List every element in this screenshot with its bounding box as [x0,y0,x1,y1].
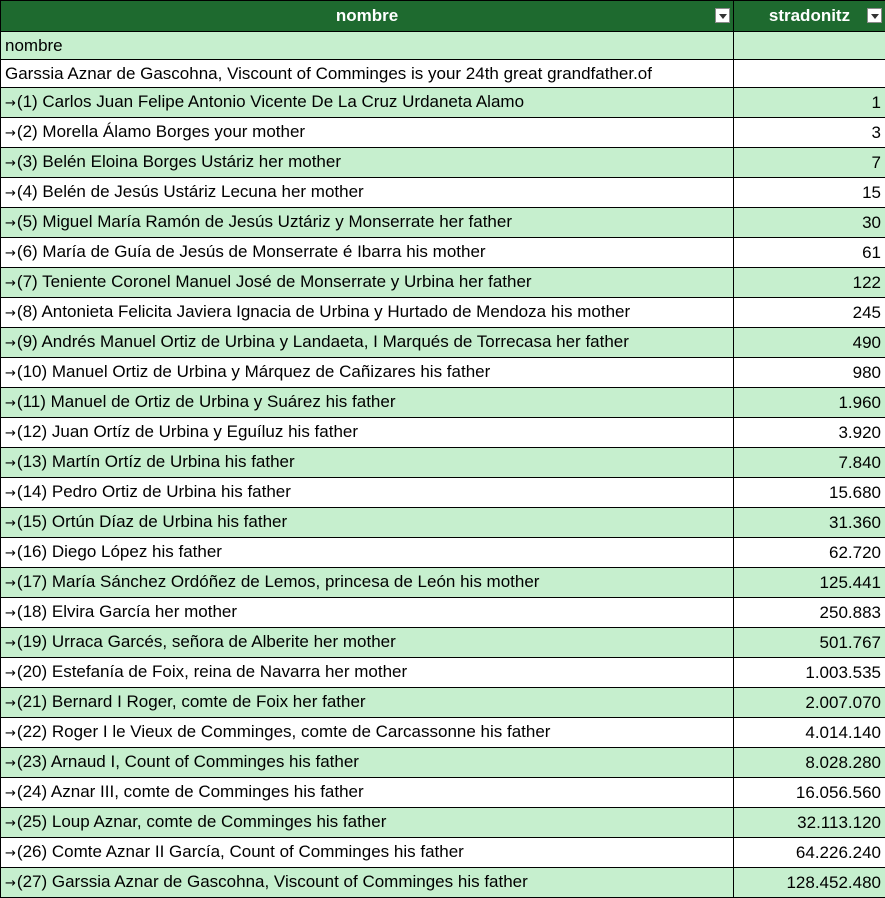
cell-stradonitz[interactable]: 250.883 [734,598,885,628]
cell-nombre-text: (9) Andrés Manuel Ortiz de Urbina y Landaeta, I Marqués de Torrecasa her father [17,332,629,351]
cell-nombre[interactable] [1,448,734,478]
cell-nombre[interactable] [1,568,734,598]
cell-nombre-text: (7) Teniente Coronel Manuel José de Monserrate y Urbina her father [17,272,532,291]
cell-nombre[interactable] [1,238,734,268]
arrow-right-icon: → [5,336,16,351]
arrow-right-icon: → [5,246,16,261]
cell-nombre[interactable] [1,718,734,748]
table-row [1,598,885,628]
cell-nombre-text: (12) Juan Ortíz de Urbina y Eguíluz his father [17,422,358,441]
cell-stradonitz[interactable]: 15 [734,178,885,208]
cell-stradonitz[interactable]: 128.452.480 [734,868,885,898]
column-header-label: nombre [336,6,398,25]
filter-dropdown-icon[interactable] [715,8,730,23]
arrow-right-icon: → [5,636,16,651]
cell-stradonitz[interactable]: 125.441 [734,568,885,598]
table-row [1,88,885,118]
cell-nombre-text: (18) Elvira García her mother [17,602,237,621]
table-row [1,628,885,658]
cell-stradonitz[interactable]: 8.028.280 [734,748,885,778]
arrow-right-icon: → [5,396,16,411]
cell-nombre[interactable] [1,778,734,808]
cell-nombre-text: (4) Belén de Jesús Ustáriz Lecuna her mother [17,182,364,201]
filter-dropdown-icon[interactable] [867,8,882,23]
arrow-right-icon: → [5,456,16,471]
cell-nombre[interactable] [1,32,734,60]
cell-stradonitz[interactable]: 3 [734,118,885,148]
table-row [1,148,885,178]
cell-nombre[interactable] [1,148,734,178]
cell-nombre[interactable] [1,868,734,898]
cell-stradonitz[interactable]: 31.360 [734,508,885,538]
table-row [1,268,885,298]
arrow-right-icon: → [5,366,16,381]
cell-nombre[interactable] [1,508,734,538]
cell-nombre[interactable] [1,388,734,418]
arrow-right-icon: → [5,696,16,711]
arrow-right-icon: → [5,186,16,201]
arrow-right-icon: → [5,216,16,231]
arrow-right-icon: → [5,876,16,891]
cell-nombre-text: (2) Morella Álamo Borges your mother [17,122,305,141]
table-row [1,808,885,838]
arrow-right-icon: → [5,786,16,801]
cell-stradonitz[interactable]: 4.014.140 [734,718,885,748]
table-row [1,688,885,718]
cell-nombre[interactable] [1,208,734,238]
cell-nombre-text: (25) Loup Aznar, comte de Comminges his father [17,812,386,831]
cell-stradonitz[interactable]: 980 [734,358,885,388]
cell-nombre-text: (22) Roger I le Vieux de Comminges, comte de Carcassonne his father [17,722,551,741]
column-header-nombre[interactable] [1,1,734,32]
cell-stradonitz[interactable]: 1.003.535 [734,658,885,688]
cell-nombre[interactable] [1,478,734,508]
cell-nombre[interactable] [1,268,734,298]
arrow-right-icon: → [5,306,16,321]
arrow-right-icon: → [5,546,16,561]
table-row [1,118,885,148]
cell-stradonitz[interactable] [734,60,885,88]
cell-stradonitz[interactable]: 64.226.240 [734,838,885,868]
arrow-right-icon: → [5,516,16,531]
table-row [1,478,885,508]
cell-nombre-text: (24) Aznar III, comte de Comminges his father [17,782,364,801]
cell-nombre[interactable] [1,748,734,778]
cell-stradonitz[interactable]: 501.767 [734,628,885,658]
table-row [1,718,885,748]
cell-stradonitz[interactable]: 3.920 [734,418,885,448]
cell-stradonitz[interactable]: 16.056.560 [734,778,885,808]
cell-nombre-text: (8) Antonieta Felicita Javiera Ignacia de Urbina y Hurtado de Mendoza his mother [17,302,630,321]
table-row [1,748,885,778]
cell-nombre[interactable] [1,658,734,688]
cell-stradonitz[interactable]: 245 [734,298,885,328]
column-header-label: stradonitz [769,6,850,25]
cell-nombre[interactable] [1,118,734,148]
cell-nombre-text: (20) Estefanía de Foix, reina de Navarra her mother [17,662,407,681]
arrow-right-icon: → [5,156,16,171]
table-row [1,658,885,688]
cell-nombre-text: (23) Arnaud I, Count of Comminges his father [17,752,359,771]
table-row [1,868,885,898]
cell-stradonitz[interactable]: 7.840 [734,448,885,478]
arrow-right-icon: → [5,486,16,501]
cell-nombre[interactable] [1,688,734,718]
cell-nombre-text: nombre [5,36,63,55]
arrow-right-icon: → [5,276,16,291]
table-row [1,60,885,88]
cell-stradonitz[interactable]: 1.960 [734,388,885,418]
arrow-right-icon: → [5,426,16,441]
cell-nombre[interactable] [1,418,734,448]
cell-stradonitz[interactable] [734,32,885,60]
cell-nombre-text: (27) Garssia Aznar de Gascohna, Viscount of Comminges his father [17,872,528,891]
cell-nombre[interactable] [1,838,734,868]
cell-nombre-text: (17) María Sánchez Ordóñez de Lemos, princesa de León his mother [17,572,540,591]
table-row [1,418,885,448]
cell-nombre[interactable] [1,538,734,568]
cell-nombre-text: (11) Manuel de Ortiz de Urbina y Suárez his father [17,392,396,411]
table-row [1,508,885,538]
cell-nombre-text: (1) Carlos Juan Felipe Antonio Vicente De La Cruz Urdaneta Alamo [17,92,524,111]
cell-nombre-text: (3) Belén Eloina Borges Ustáriz her mother [17,152,341,171]
cell-stradonitz[interactable]: 32.113.120 [734,808,885,838]
table-row [1,448,885,478]
cell-stradonitz[interactable]: 62.720 [734,538,885,568]
table-row [1,298,885,328]
header-row [1,1,885,32]
cell-nombre-text: (13) Martín Ortíz de Urbina his father [17,452,295,471]
arrow-right-icon: → [5,576,16,591]
cell-nombre-text: (16) Diego López his father [17,542,222,561]
table-row [1,328,885,358]
column-header-stradonitz[interactable] [734,1,885,32]
cell-nombre[interactable] [1,808,734,838]
cell-nombre-text: (6) María de Guía de Jesús de Monserrate é Ibarra his mother [17,242,486,261]
cell-nombre-text: (19) Urraca Garcés, señora de Alberite her mother [17,632,396,651]
cell-nombre-text: (26) Comte Aznar II García, Count of Comminges his father [17,842,464,861]
table-row [1,538,885,568]
cell-nombre-text: (14) Pedro Ortiz de Urbina his father [17,482,291,501]
cell-stradonitz[interactable]: 1 [734,88,885,118]
cell-stradonitz[interactable]: 2.007.070 [734,688,885,718]
arrow-right-icon: → [5,96,16,111]
cell-nombre[interactable] [1,598,734,628]
table-row [1,238,885,268]
arrow-right-icon: → [5,816,16,831]
cell-stradonitz[interactable]: 61 [734,238,885,268]
cell-nombre[interactable] [1,178,734,208]
cell-nombre-text: Garssia Aznar de Gascohna, Viscount of Comminges is your 24th great grandfather.of [5,64,652,83]
cell-stradonitz[interactable]: 490 [734,328,885,358]
table-row [1,178,885,208]
arrow-right-icon: → [5,756,16,771]
cell-stradonitz[interactable]: 15.680 [734,478,885,508]
cell-stradonitz[interactable]: 7 [734,148,885,178]
table-row [1,838,885,868]
cell-nombre-text: (15) Ortún Díaz de Urbina his father [17,512,287,531]
cell-nombre[interactable] [1,298,734,328]
table-row [1,778,885,808]
cell-nombre[interactable] [1,88,734,118]
cell-nombre[interactable] [1,60,734,88]
table-row [1,208,885,238]
cell-nombre-text: (5) Miguel María Ramón de Jesús Uztáriz y Monserrate her father [17,212,512,231]
arrow-right-icon: → [5,126,16,141]
cell-nombre[interactable] [1,358,734,388]
table-row [1,568,885,598]
cell-nombre-text: (10) Manuel Ortiz de Urbina y Márquez de Cañizares his father [17,362,490,381]
table-row [1,388,885,418]
arrow-right-icon: → [5,846,16,861]
cell-nombre-text: (21) Bernard I Roger, comte de Foix her father [17,692,366,711]
cell-stradonitz[interactable]: 30 [734,208,885,238]
cell-nombre[interactable] [1,328,734,358]
arrow-right-icon: → [5,666,16,681]
cell-nombre[interactable] [1,628,734,658]
table-row [1,358,885,388]
arrow-right-icon: → [5,606,16,621]
table-row [1,32,885,60]
cell-stradonitz[interactable]: 122 [734,268,885,298]
arrow-right-icon: → [5,726,16,741]
